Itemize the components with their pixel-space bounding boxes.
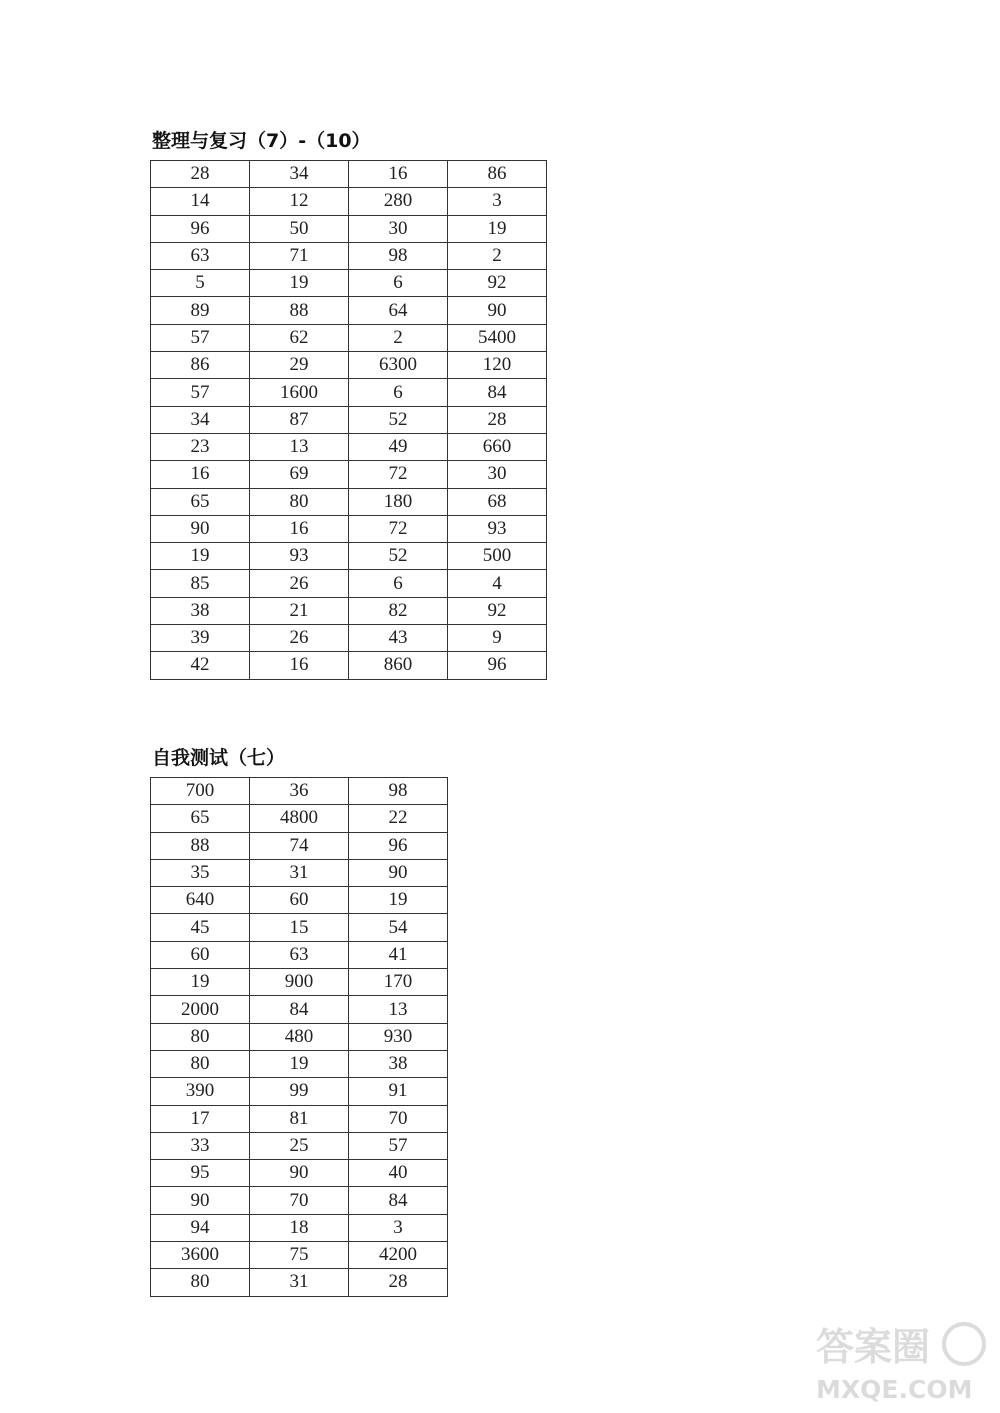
table-row xyxy=(151,859,448,886)
table-row xyxy=(151,188,547,215)
table-cell: 69 xyxy=(250,461,349,488)
table-cell: 52 xyxy=(349,543,448,570)
table-cell: 42 xyxy=(151,652,250,679)
table-cell: 80 xyxy=(151,1269,250,1296)
table-cell: 500 xyxy=(448,543,547,570)
table-cell: 28 xyxy=(349,1269,448,1296)
table-cell: 72 xyxy=(349,461,448,488)
table-cell: 86 xyxy=(448,161,547,188)
table-cell: 98 xyxy=(349,778,448,805)
table-cell: 90 xyxy=(151,1187,250,1214)
table-cell: 19 xyxy=(250,270,349,297)
table-cell: 94 xyxy=(151,1214,250,1241)
table-cell: 65 xyxy=(151,805,250,832)
table-cell: 57 xyxy=(151,379,250,406)
table-cell: 63 xyxy=(250,941,349,968)
table-cell: 88 xyxy=(250,297,349,324)
table-cell: 65 xyxy=(151,488,250,515)
table-cell: 68 xyxy=(448,488,547,515)
table-cell: 49 xyxy=(349,433,448,460)
table-cell: 900 xyxy=(250,969,349,996)
table-cell: 33 xyxy=(151,1132,250,1159)
table-cell: 95 xyxy=(151,1160,250,1187)
table-cell: 860 xyxy=(349,652,448,679)
table-cell: 90 xyxy=(250,1160,349,1187)
table-cell: 98 xyxy=(349,242,448,269)
table-row xyxy=(151,1023,448,1050)
table-cell: 70 xyxy=(250,1187,349,1214)
table-cell: 71 xyxy=(250,242,349,269)
table-cell: 60 xyxy=(151,941,250,968)
table-cell: 84 xyxy=(250,996,349,1023)
table-row xyxy=(151,297,547,324)
table-cell: 6 xyxy=(349,379,448,406)
table-cell: 6 xyxy=(349,570,448,597)
table-cell: 19 xyxy=(151,969,250,996)
table-cell: 23 xyxy=(151,433,250,460)
table-cell: 74 xyxy=(250,832,349,859)
table-row xyxy=(151,215,547,242)
table-row xyxy=(151,1105,448,1132)
table-cell: 15 xyxy=(250,914,349,941)
table-cell: 31 xyxy=(250,859,349,886)
table-cell: 480 xyxy=(250,1023,349,1050)
table-cell: 60 xyxy=(250,887,349,914)
table-cell: 64 xyxy=(349,297,448,324)
table-cell: 5 xyxy=(151,270,250,297)
table-cell: 35 xyxy=(151,859,250,886)
table-cell: 90 xyxy=(448,297,547,324)
watermark-logo xyxy=(814,1318,986,1404)
table-row xyxy=(151,778,448,805)
table-cell: 19 xyxy=(250,1050,349,1077)
answer-table-review xyxy=(150,160,547,680)
table-cell: 75 xyxy=(250,1242,349,1269)
table-cell: 93 xyxy=(448,515,547,542)
table-cell: 90 xyxy=(349,859,448,886)
table-cell: 96 xyxy=(151,215,250,242)
table-cell: 50 xyxy=(250,215,349,242)
table-cell: 90 xyxy=(151,515,250,542)
table-row xyxy=(151,570,547,597)
table-cell: 22 xyxy=(349,805,448,832)
table-cell: 30 xyxy=(448,461,547,488)
table-cell: 180 xyxy=(349,488,448,515)
table-cell: 13 xyxy=(349,996,448,1023)
table-cell: 40 xyxy=(349,1160,448,1187)
table-cell: 4200 xyxy=(349,1242,448,1269)
table-row xyxy=(151,270,547,297)
table-row xyxy=(151,625,547,652)
table-cell: 12 xyxy=(250,188,349,215)
table-cell: 17 xyxy=(151,1105,250,1132)
answer-table-body xyxy=(151,161,547,680)
table-row xyxy=(151,887,448,914)
table-cell: 80 xyxy=(250,488,349,515)
table-cell: 85 xyxy=(151,570,250,597)
table-cell: 93 xyxy=(250,543,349,570)
table-cell: 16 xyxy=(250,515,349,542)
table-cell: 41 xyxy=(349,941,448,968)
table-cell: 1600 xyxy=(250,379,349,406)
table-cell: 19 xyxy=(349,887,448,914)
table-cell: 26 xyxy=(250,625,349,652)
table-cell: 70 xyxy=(349,1105,448,1132)
table-row xyxy=(151,1269,448,1296)
table-cell: 89 xyxy=(151,297,250,324)
table-cell: 16 xyxy=(349,161,448,188)
table-cell: 6 xyxy=(349,270,448,297)
table-cell: 930 xyxy=(349,1023,448,1050)
watermark-badge-icon xyxy=(944,1324,984,1364)
table-cell: 81 xyxy=(250,1105,349,1132)
section-title-self-test: 自我测试（七） xyxy=(152,747,286,769)
table-cell: 390 xyxy=(151,1078,250,1105)
table-row xyxy=(151,652,547,679)
table-cell: 3600 xyxy=(151,1242,250,1269)
table-cell: 4800 xyxy=(250,805,349,832)
table-row xyxy=(151,1160,448,1187)
table-cell: 84 xyxy=(448,379,547,406)
table-row xyxy=(151,352,547,379)
table-cell: 28 xyxy=(448,406,547,433)
watermark-domain-text: MXQE.COM xyxy=(816,1375,973,1404)
table-row xyxy=(151,488,547,515)
table-row xyxy=(151,242,547,269)
answer-table-self-test xyxy=(150,777,448,1297)
table-cell: 16 xyxy=(250,652,349,679)
table-row xyxy=(151,461,547,488)
table-row xyxy=(151,941,448,968)
table-row xyxy=(151,597,547,624)
table-cell: 54 xyxy=(349,914,448,941)
table-cell: 2000 xyxy=(151,996,250,1023)
table-cell: 80 xyxy=(151,1050,250,1077)
table-cell: 91 xyxy=(349,1078,448,1105)
table-cell: 3 xyxy=(448,188,547,215)
table-cell: 63 xyxy=(151,242,250,269)
table-cell: 80 xyxy=(151,1023,250,1050)
table-cell: 28 xyxy=(151,161,250,188)
table-cell: 19 xyxy=(448,215,547,242)
section-title-review: 整理与复习（7）-（10） xyxy=(152,130,371,152)
table-cell: 280 xyxy=(349,188,448,215)
table-cell: 5400 xyxy=(448,324,547,351)
table-cell: 38 xyxy=(151,597,250,624)
table-row xyxy=(151,969,448,996)
table-cell: 72 xyxy=(349,515,448,542)
table-cell: 52 xyxy=(349,406,448,433)
table-row xyxy=(151,543,547,570)
table-cell: 640 xyxy=(151,887,250,914)
table-cell: 120 xyxy=(448,352,547,379)
table-cell: 700 xyxy=(151,778,250,805)
table-cell: 96 xyxy=(448,652,547,679)
table-row xyxy=(151,1050,448,1077)
table-row xyxy=(151,1214,448,1241)
table-cell: 13 xyxy=(250,433,349,460)
table-row xyxy=(151,433,547,460)
table-cell: 170 xyxy=(349,969,448,996)
table-row xyxy=(151,1132,448,1159)
table-cell: 3 xyxy=(349,1214,448,1241)
table-row xyxy=(151,832,448,859)
table-cell: 36 xyxy=(250,778,349,805)
table-row xyxy=(151,1187,448,1214)
table-cell: 9 xyxy=(448,625,547,652)
table-cell: 25 xyxy=(250,1132,349,1159)
table-row xyxy=(151,914,448,941)
table-cell: 4 xyxy=(448,570,547,597)
table-cell: 92 xyxy=(448,270,547,297)
table-cell: 45 xyxy=(151,914,250,941)
table-cell: 2 xyxy=(448,242,547,269)
table-row xyxy=(151,1078,448,1105)
table-cell: 29 xyxy=(250,352,349,379)
table-cell: 87 xyxy=(250,406,349,433)
table-cell: 18 xyxy=(250,1214,349,1241)
table-cell: 43 xyxy=(349,625,448,652)
table-cell: 99 xyxy=(250,1078,349,1105)
answer-table-body xyxy=(151,778,448,1297)
table-cell: 19 xyxy=(151,543,250,570)
table-cell: 86 xyxy=(151,352,250,379)
table-cell: 30 xyxy=(349,215,448,242)
table-row xyxy=(151,1242,448,1269)
table-cell: 84 xyxy=(349,1187,448,1214)
table-cell: 88 xyxy=(151,832,250,859)
table-row xyxy=(151,515,547,542)
table-cell: 38 xyxy=(349,1050,448,1077)
table-row xyxy=(151,996,448,1023)
table-cell: 660 xyxy=(448,433,547,460)
table-cell: 57 xyxy=(151,324,250,351)
table-cell: 34 xyxy=(250,161,349,188)
table-cell: 92 xyxy=(448,597,547,624)
table-row xyxy=(151,379,547,406)
table-cell: 82 xyxy=(349,597,448,624)
table-row xyxy=(151,805,448,832)
table-cell: 96 xyxy=(349,832,448,859)
watermark-logo-text: 答案圈 xyxy=(816,1325,931,1369)
table-cell: 62 xyxy=(250,324,349,351)
table-cell: 14 xyxy=(151,188,250,215)
table-row xyxy=(151,406,547,433)
table-cell: 31 xyxy=(250,1269,349,1296)
table-cell: 26 xyxy=(250,570,349,597)
table-row xyxy=(151,324,547,351)
table-cell: 39 xyxy=(151,625,250,652)
table-cell: 2 xyxy=(349,324,448,351)
table-row xyxy=(151,161,547,188)
table-cell: 57 xyxy=(349,1132,448,1159)
table-cell: 6300 xyxy=(349,352,448,379)
table-cell: 34 xyxy=(151,406,250,433)
table-cell: 21 xyxy=(250,597,349,624)
table-cell: 16 xyxy=(151,461,250,488)
